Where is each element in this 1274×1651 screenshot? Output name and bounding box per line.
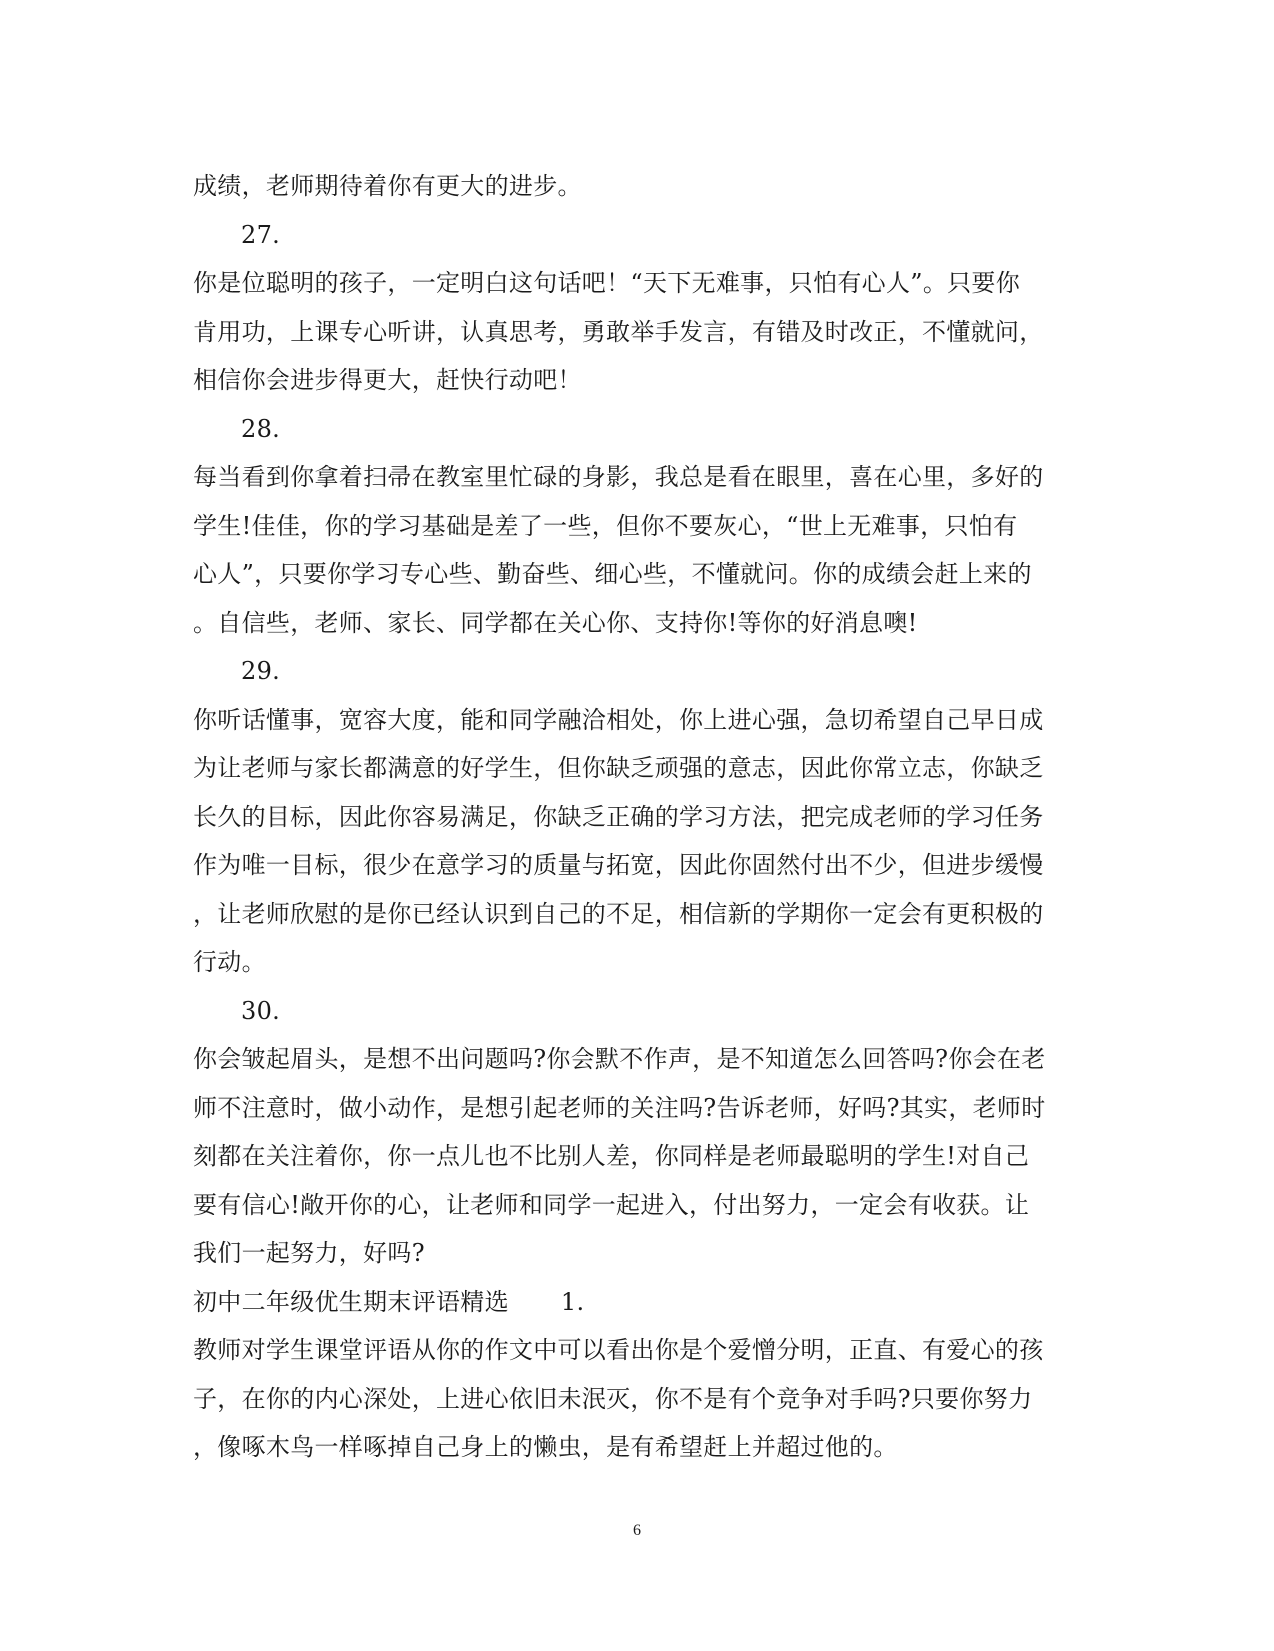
page-number: 6: [633, 1522, 641, 1539]
item-number: 30.: [241, 996, 281, 1025]
text-line: 我们一起努力，好吗?: [193, 1239, 425, 1267]
text-line: 你听话懂事，宽容大度，能和同学融洽相处，你上进心强，急切希望自己早日成: [193, 705, 1044, 734]
text-line: 子，在你的内心深处，上进心依旧未泯灭，你不是有个竞争对手吗?只要你努力: [193, 1384, 1033, 1413]
section-heading-title: 初中二年级优生期末评语精选: [193, 1287, 509, 1316]
text-line: 成绩，老师期待着你有更大的进步。: [193, 172, 582, 200]
text-line: 每当看到你拿着扫帚在教室里忙碌的身影，我总是看在眼里，喜在心里，多好的: [193, 463, 1044, 491]
text-line: 师不注意时，做小动作，是想引起老师的关注吗?告诉老师，好吗?其实，老师时: [193, 1093, 1046, 1122]
text-line: 肯用功，上课专心听讲，认真思考，勇敢举手发言，有错及时改正，不懂就问，: [193, 317, 1044, 346]
text-line: 长久的目标，因此你容易满足，你缺乏正确的学习方法，把完成老师的学习任务: [193, 802, 1044, 831]
text-line: 你是位聪明的孩子，一定明白这句话吧！“天下无难事，只怕有心人”。只要你: [193, 269, 1021, 297]
text-line: 行动。: [193, 948, 266, 976]
text-line: 你会皱起眉头，是想不出问题吗?你会默不作声，是不知道怎么回答吗?你会在老: [193, 1045, 1046, 1073]
text-line: ，让老师欣慰的是你已经认识到自己的不足，相信新的学期你一定会有更积极的: [193, 899, 1044, 928]
text-line: 相信你会进步得更大，赶快行动吧！: [193, 366, 582, 394]
item-number: 29.: [241, 657, 281, 685]
text-line: ，像啄木鸟一样啄掉自己身上的懒虫，是有希望赶上并超过他的。: [193, 1433, 898, 1461]
section-heading: [193, 1278, 1073, 1327]
text-line: 心人”，只要你学习专心些、勤奋些、细心些，不懂就问。你的成绩会赶上来的: [193, 560, 1032, 588]
text-line: 刻都在关注着你，你一点儿也不比别人差，你同样是老师最聪明的学生!对自己: [193, 1142, 1030, 1170]
text-line: 教师对学生课堂评语从你的作文中可以看出你是个爱憎分明，正直、有爱心的孩: [193, 1336, 1044, 1364]
document-body: [193, 162, 1073, 1472]
item-number: 28.: [241, 414, 281, 443]
text-line: 要有信心!敞开你的心，让老师和同学一起进入，付出努力，一定会有收获。让: [193, 1190, 1030, 1219]
text-line: 为让老师与家长都满意的好学生，但你缺乏顽强的意志，因此你常立志，你缺乏: [193, 754, 1044, 782]
text-line: 学生!佳佳，你的学习基础是差了一些，但你不要灰心，“世上无难事，只怕有: [193, 511, 1018, 540]
item-number: 27.: [241, 220, 281, 249]
text-line: 作为唯一目标，很少在意学习的质量与拓宽，因此你固然付出不少，但进步缓慢: [193, 851, 1044, 879]
text-line: 。自信些，老师、家长、同学都在关心你、支持你!等你的好消息噢!: [193, 608, 918, 637]
section-heading-number: 1.: [560, 1287, 585, 1316]
